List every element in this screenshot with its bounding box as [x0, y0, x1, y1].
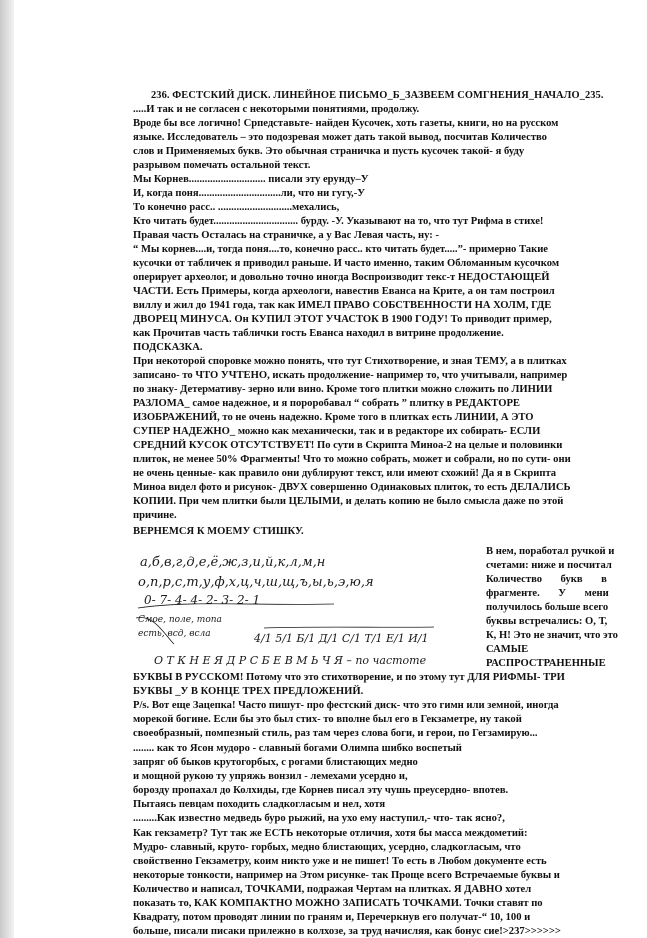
text-line: языке. Исследователь – это подозревая может дать такой вывод, посчитав Количество	[133, 132, 547, 143]
text-line: СРЕДНИЙ КУСОК ОТСУТСТВУЕТ! По сути в Скрипта Миноа-2 на целые и половинки	[133, 440, 563, 451]
section-heading: ВЕРНЕМСЯ К МОЕМУ СТИШКУ.	[133, 526, 304, 537]
text-line: Вроде бы все логично! Српедставьте- найден Кусочек, хоть газеты, книги, но на русском	[133, 118, 559, 129]
text-line: Миноа видел фото и рисунок- ДВУХ совершенно Одинаковых плиток, то есть ДЕЛАЛИСЬ	[133, 482, 571, 493]
text-line: Как гекзаметр? Тут так же ЕСТЬ некоторые отличия, хотя бы масса междометий:	[133, 828, 528, 839]
side-note-line: В нем, поработал ручкой и	[486, 546, 615, 557]
text-line: БУКВЫ В РУССКОМ! Потому что это стихотворение, и по этому тут ДЛЯ РИФМЫ- ТРИ	[133, 672, 565, 683]
text-line: Мудро- славный, круто- горбых, медно блистающих, усердно, сладкогласым, что	[133, 842, 521, 853]
text-line: Правая часть Осталась на страничке, а у Вас Левая часть, ну: -	[133, 230, 439, 241]
frequency-letters-row: О Т К Н Е Я Д Р С Б Е В М Ь Ч Я – по частоте	[154, 654, 427, 667]
text-line: по знаку- Детермативу- зерно или вино. Кроме того плитки можно сложить по ЛИНИИ	[133, 384, 553, 395]
text-line: причине.	[133, 510, 177, 521]
side-note-line: счетами: ниже и посчитал	[486, 560, 612, 571]
sketch-annotation-left-1: Смое, поле, топа	[138, 615, 222, 625]
fraction-row: 4/1 5/1 Б/1 Д/1 С/1 Т/1 Е/1 И/1	[254, 632, 429, 645]
alphabet-row-2: о,п,р,с,т,у,ф,х,ц,ч,ш,щ,ъ,ы,ь,э,ю,я	[138, 575, 374, 590]
text-line: как Прочитав часть таблички гость Еванса находил в витрине продолжение.	[133, 328, 504, 339]
sketch-fraction-line	[264, 627, 434, 628]
text-line: больше, писали писаки прилежно в колхозе, за труд начисляя, как бонус сие!>237>>>>>>	[133, 926, 561, 937]
text-line: СУПЕР НАДЕЖНО_ можно как механически, так и в редакторе их собирать- ЕСЛИ	[133, 426, 541, 437]
text-line: И, когда поня...............................ли, что ни гугу,-У	[133, 188, 366, 199]
poem-line: борозду пропахал до Колхиды, где Корнев писал эту чушь преусердно- впотев.	[133, 785, 509, 796]
text-line: кусочки от табличек я приводил раньше. И часто именно, таким Обломанным кусочком	[133, 258, 560, 269]
page-title: 236. ФЕСТСКИЙ ДИСК. ЛИНЕЙНОЕ ПИСЬМО_Б_ЗАЗВЕЕМ СОМГНЕНИЯ_НАЧАЛО_235.	[151, 90, 604, 101]
side-note-line: получилось больше всего	[486, 602, 609, 613]
poem-line: Пытаясь певцам походить сладкогласым и нел, хотя	[133, 799, 386, 810]
text-line: Мы Корнев............................. писали эту ерунду–У	[133, 174, 369, 185]
text-line: ИЗОБРАЖЕНИЙ, то не очень надежно. Кроме того в плитках есть ЛИНИИ, А ЭТО	[133, 412, 534, 423]
text-line: виллу и жил до 1941 года, так как ИМЕЛ ПРАВО СОБСТВЕННОСТИ НА ХОЛМ, ГДЕ	[133, 300, 552, 311]
text-line: Кто читать будет................................ бурду. -У. Указывают на то, что тут Рифма в стихе!	[133, 216, 544, 227]
text-line: записано- то ЧТО УЧТЕНО, искать продолжение- например то, что учитывали, например	[133, 370, 568, 381]
text-line: морекой богине. Если бы это был стих- то вполне был его в Гекзаметре, ну такой	[133, 714, 522, 725]
side-note-line: САМЫЕ	[486, 644, 529, 655]
side-note-line: РАСПРОСТРАНЕННЫЕ	[486, 658, 606, 669]
text-line: РАЗЛОМА_ самое надежное, и я пороробавал “ собрать ” плитку в РЕДАКТОРЕ	[133, 398, 520, 409]
text-line: не очень ценные- как правило они дублируют текст, или имеют схожий! Да я в Скрипта	[133, 468, 557, 479]
side-note-line: буквы встречались: О, Т,	[486, 616, 608, 627]
text-line: БУКВЫ _У В КОНЦЕ ТРЕХ ПРЕДЛОЖЕНИЙ.	[133, 686, 364, 697]
text-line: КОПИИ. При чем плитки были ЦЕЛЫМИ, и делать копию не было смысла даже по этой	[133, 496, 564, 507]
text-line: показать то, КАК КОМПАКТНО МОЖНО ЗАПИСАТЬ ТОЧКАМИ. Точки ставят по	[133, 898, 543, 909]
text-line: оперирует археолог, и довольно точно иногда Воспроизводит текс-т НЕДОСТАЮЩЕЙ	[133, 272, 550, 283]
text-line: ЧАСТИ. Есть Примеры, когда археологи, навестив Еванса на Крите, а он там построил	[133, 286, 555, 297]
text-line: разрывом помечать остальной текст.	[133, 160, 311, 171]
text-line: своеобразный, помпезный стиль, раз там через слова боги, и герои, по Гегзамирую...	[133, 728, 538, 739]
alphabet-row-1: а,б,в,г,д,е,ё,ж,з,и,й,к,л,м,н	[140, 555, 326, 570]
text-line: слов и Применяемых букв. Это обычная страничка и пусть кусочек такой- я буду	[133, 146, 525, 157]
section-heading: ПОДСКАЗКА.	[133, 342, 203, 353]
poem-line: и мощной рукою ту упряжь вонзил - лемехами усердно и,	[133, 771, 408, 782]
text-line: Квадрату, потом проводят линии по граням и, Перечеркнув его получат-“ 10, 100 и	[133, 912, 531, 923]
text-line: свойственно Гекзаметру, коим никто уже и не пишет! То есть в Любом документе есть	[133, 856, 547, 867]
side-note-line: К, Н! Это не значит, что это	[486, 630, 618, 641]
text-line: Количество и написал, ТОЧКАМИ, подражая Чертам на плитках. Я ДАВНО хотел	[133, 884, 532, 895]
side-note-line: Количество букв в	[486, 574, 607, 585]
handwritten-alphabet-sketch	[134, 548, 480, 670]
text-line: ДВОРЕЦ МИНУСА. Он КУПИЛ ЭТОТ УЧАСТОК В 1900 ГОДУ! То приводит пример,	[133, 314, 552, 325]
text-line: P/s. Вот еще Зацепка! Часто пишут- про фестский диск- что это гимн или земной, иногда	[133, 700, 559, 711]
scan-edge-shadow	[0, 0, 14, 938]
text-line: То конечно расс.. ............................мехались,	[133, 202, 340, 213]
letter-counts-row: 0- 7- 4- 4- 2- 3- 2- 1	[144, 593, 261, 607]
text-line: плиток, не менее 50% Фрагменты! Что то можно собрать, может и собрали, но по сути- они	[133, 454, 571, 465]
poem-line: запряг об быков крутогорбых, с рогами блистающих медно	[133, 757, 418, 768]
text-line: .....И так и не согласен с некоторыми понятиями, продолжу.	[133, 104, 420, 115]
side-note-line: фрагменте. У мени	[486, 588, 609, 599]
text-line: “ Мы корнев....и, тогда поня....то, конечно расс.. кто читать будет.....”- примерно Такие	[133, 244, 549, 255]
poem-line: ........ как то Ясон мудоро - славный богами Олимпа шибко воспетый	[133, 743, 462, 754]
text-line: некоторые тонкости, например на Этом рисунке- так Проще всего Встречаемые буквы и	[133, 870, 560, 881]
text-line: .........Как известно медведь буро рыжий, на ухо ему наступил,- что- так ясно?,	[133, 813, 505, 824]
sketch-annotation-left-2: есть, всд, всла	[138, 629, 211, 639]
text-line: При некоторой споровке можно понять, что тут Стихотворение, и зная ТЕМУ, а в плитках	[133, 356, 567, 367]
